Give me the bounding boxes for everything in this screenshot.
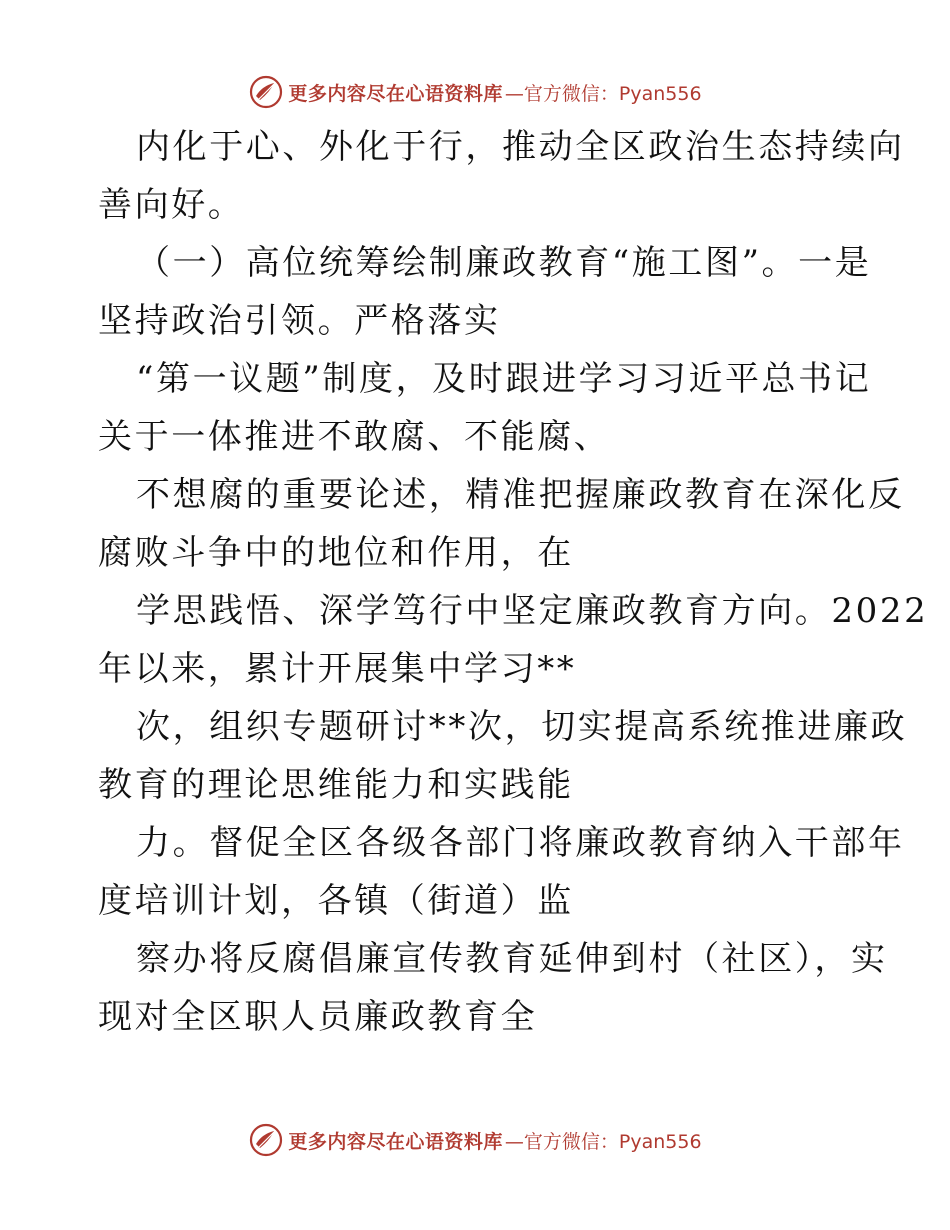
text-line: 腐败斗争中的地位和作用，在: [98, 533, 574, 573]
text-line: 现对全区职人员廉政教育全: [98, 997, 538, 1037]
text-line: 坚持政治引领。严格落实: [98, 301, 501, 341]
pen-logo-icon: [248, 1122, 284, 1158]
banner-main-text: 更多内容尽在心语资料库: [288, 1130, 503, 1153]
text-line: 察办将反腐倡廉宣传教育延伸到村（社区），实: [136, 939, 888, 979]
text-line: 善向好。: [98, 185, 245, 225]
text-line: 力。督促全区各级各部门将廉政教育纳入干部年: [136, 823, 905, 863]
text-line: “第一议题”制度，及时跟进学习习近平总书记: [136, 359, 872, 399]
footer-watermark-banner: [0, 1118, 950, 1162]
text-line: （一）高位统筹绘制廉政教育“施工图”。一是: [136, 243, 872, 283]
text-line: 度培训计划，各镇（街道）监: [98, 881, 574, 921]
text-line: 年以来，累计开展集中学习**: [98, 649, 577, 689]
banner-main-text: 更多内容尽在心语资料库: [288, 82, 503, 105]
text-line: 关于一体推进不敢腐、不能腐、: [98, 417, 611, 457]
text-line: 学思践悟、深学笃行中坚定廉政教育方向。2022: [136, 591, 929, 631]
text-line: 次，组织专题研讨**次，切实提高系统推进廉政: [136, 707, 908, 747]
text-line: 内化于心、外化于行，推动全区政治生态持续向: [136, 127, 905, 167]
text-line: 不想腐的重要论述，精准把握廉政教育在深化反: [136, 475, 905, 515]
text-line: 教育的理论思维能力和实践能: [98, 765, 574, 805]
pen-logo-icon: [248, 74, 284, 110]
banner-wechat-text: —官方微信：Pyan556: [504, 82, 702, 105]
header-watermark-banner: [0, 70, 950, 114]
document-body: [98, 118, 929, 1046]
banner-wechat-text: —官方微信：Pyan556: [504, 1130, 702, 1153]
